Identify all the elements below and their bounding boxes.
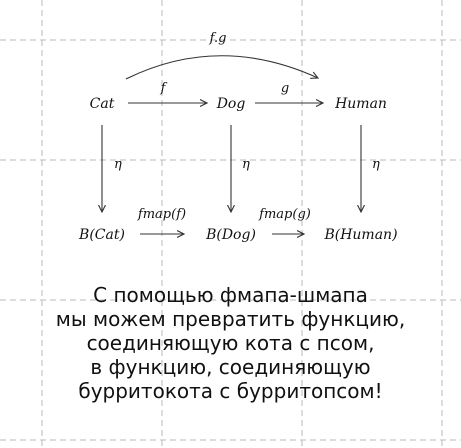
node-human: Human <box>335 96 387 112</box>
node-cat: Cat <box>89 96 115 112</box>
label-eta-cat: η <box>114 157 122 172</box>
node-b-human: B(Human) <box>324 227 398 243</box>
caption-line: бурритокота с бурритопсом! <box>78 379 383 403</box>
caption-line: мы можем превратить функцию, <box>55 307 406 331</box>
caption <box>0 283 461 403</box>
node-b-dog: B(Dog) <box>206 227 256 243</box>
caption-line: соединяющую кота с псом, <box>86 331 375 355</box>
label-eta-human: η <box>372 157 380 172</box>
label-g: g <box>280 81 290 96</box>
composite-arrow <box>126 56 318 79</box>
node-dog: Dog <box>216 96 246 112</box>
caption-line: в функцию, соединяющую <box>90 355 371 379</box>
label-fmap-g: fmap(g) <box>259 207 311 222</box>
composite-label: f.g <box>209 31 227 46</box>
node-b-cat: B(Cat) <box>79 227 125 243</box>
label-fmap-f: fmap(f) <box>137 207 187 222</box>
label-eta-dog: η <box>242 157 250 172</box>
label-f: f <box>160 81 166 96</box>
caption-line: С помощью фмапа-шмапа <box>93 283 368 307</box>
